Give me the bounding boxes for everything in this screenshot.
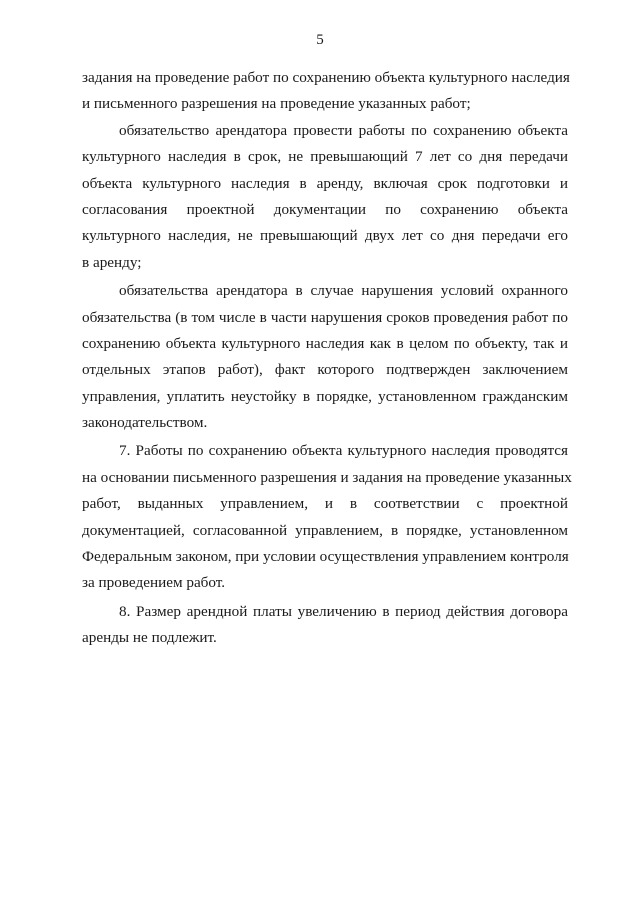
paragraph-tenant-obligation-term <box>82 118 568 276</box>
text-line: Федеральным законом, при условии осуществления управлением контроля <box>82 548 569 566</box>
text-line: аренды не подлежит. <box>82 629 217 647</box>
text-line: отдельных этапов работ), факт которого подтвержден заключением <box>82 361 568 379</box>
page-number: 5 <box>316 32 324 48</box>
text-line: и письменного разрешения на проведение указанных работ; <box>82 95 471 113</box>
text-line: управления, уплатить неустойку в порядке, установленном гражданским <box>82 387 568 405</box>
text-line: на основании письменного разрешения и задания на проведение указанных <box>82 468 572 486</box>
text-line: законодательством. <box>82 414 208 432</box>
text-line: сохранению объекта культурного наследия как в целом по объекту, так и <box>82 334 568 352</box>
text-line: за проведением работ. <box>82 574 226 592</box>
text-line: задания на проведение работ по сохранению объекта культурного наследия <box>82 69 570 86</box>
text-line: обязательства арендатора в случае нарушения условий охранного <box>119 282 568 300</box>
paragraph-item-8 <box>82 599 568 652</box>
text-line: культурного наследия, не превышающий двух лет со дня передачи его <box>82 227 568 245</box>
text-line: в аренду; <box>82 253 142 271</box>
text-line: культурного наследия в срок, не превышающий 7 лет со дня передачи <box>82 148 568 166</box>
text-line: документацией, согласованной управлением, в порядке, установленном <box>82 521 568 539</box>
text-line: обязательства (в том числе в части нарушения сроков проведения работ по <box>82 308 568 326</box>
text-line: согласования проектной документации по сохранению объекта <box>82 200 568 218</box>
document-body <box>82 65 572 652</box>
text-line: 8. Размер арендной платы увеличению в период действия договора <box>119 602 568 620</box>
paragraph-tenant-obligation-penalty <box>82 278 568 436</box>
text-line: обязательство арендатора провести работы по сохранению объекта <box>119 121 568 139</box>
text-line: объекта культурного наследия в аренду, включая срок подготовки и <box>82 174 568 192</box>
paragraph-task-and-permit <box>82 65 568 118</box>
text-line: работ, выданных управлением, и в соответствии с проектной <box>82 495 568 513</box>
text-line: 7. Работы по сохранению объекта культурного наследия проводятся <box>119 442 568 460</box>
paragraph-item-7 <box>82 438 572 596</box>
